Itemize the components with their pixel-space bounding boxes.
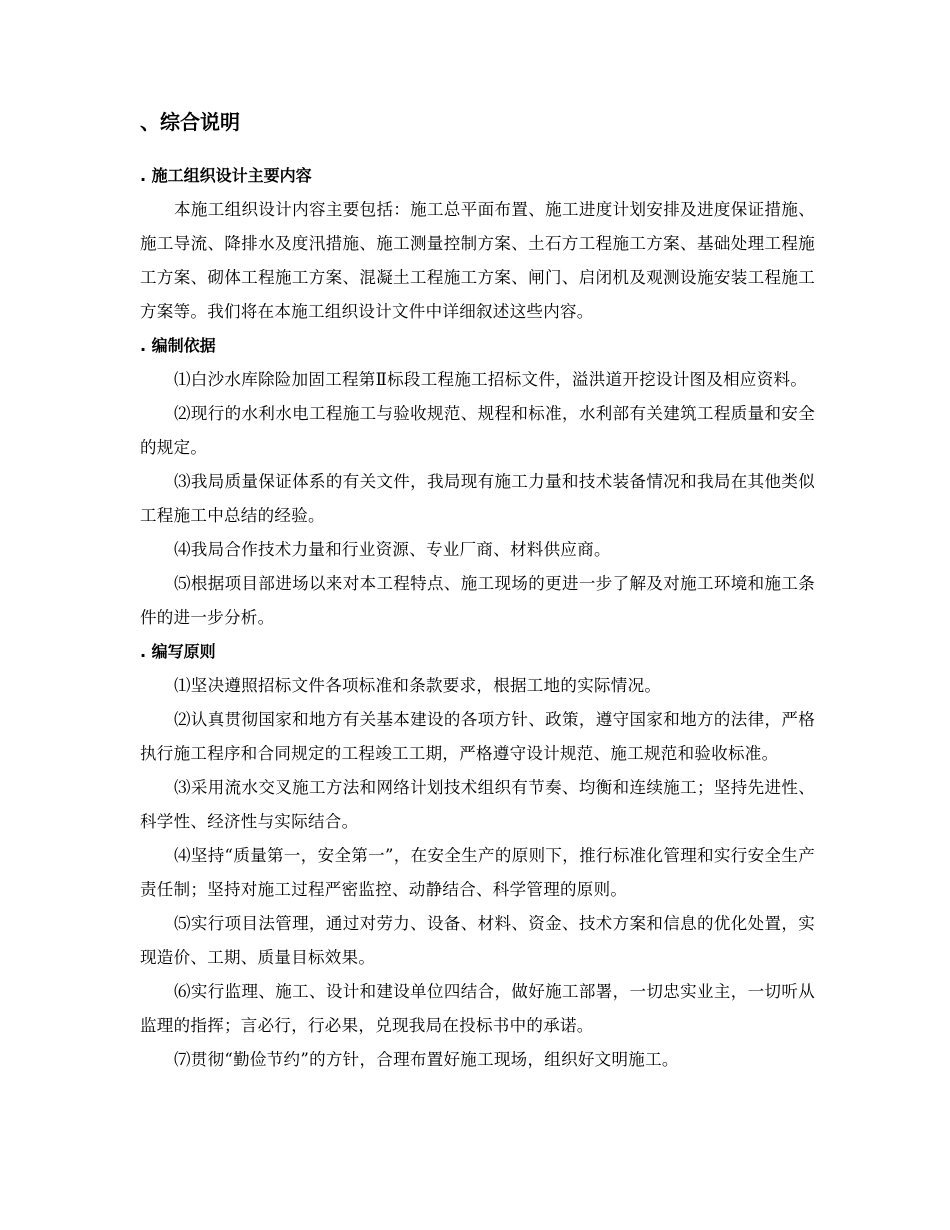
list-item: ⑷坚持“质量第一，安全第一”，在安全生产的原则下，推行标准化管理和实行安全生产责任制；坚持对施工过程严密监控、动静结合、科学管理的原则。	[140, 846, 815, 899]
list-item: ⑸根据项目部进场以来对本工程特点、施工现场的更进一步了解及对施工环境和施工条件的进一步分析。	[140, 574, 815, 627]
list-item: ⑹实行监理、施工、设计和建设单位四结合，做好施工部署，一切忠实业主，一切听从监理的指挥；言必行，行必果，兑现我局在投标书中的承诺。	[140, 982, 815, 1035]
list-item: ⑴坚决遵照招标文件各项标准和条款要求，根据工地的实际情况。	[174, 676, 662, 695]
list-item: ⑵认真贯彻国家和地方有关基本建设的各项方针、政策，遵守国家和地方的法律，严格执行施工程序和合同规定的工程竣工工期，严格遵守设计规范、施工规范和验收标准。	[140, 710, 815, 763]
paragraph: 本施工组织设计内容主要包括：施工总平面布置、施工进度计划安排及进度保证措施、施工导流、降排水及度汛措施、施工测量控制方案、土石方工程施工方案、基础处理工程施工方案、砌体工程施工方案、混凝土工程施工方案、闸门、启闭机及观测设施安装工程施工方案等。我们将在本施工组织设计文件中详细叙述这些内容。	[140, 200, 815, 321]
list-item: ⑶我局质量保证体系的有关文件，我局现有施工力量和技术装备情况和我局在其他类似工程施工中总结的经验。	[140, 472, 815, 525]
list-item: ⑺贯彻“勤俭节约”的方针，合理布置好施工现场，组织好文明施工。	[174, 1050, 679, 1069]
list-item: ⑷我局合作技术力量和行业资源、专业厂商、材料供应商。	[174, 540, 611, 559]
section-heading-principles: . 编写原则	[140, 642, 216, 661]
chapter-title: 、综合说明	[140, 110, 240, 134]
section-heading-main-content: . 施工组织设计主要内容	[140, 166, 312, 185]
document-body	[140, 159, 815, 1077]
list-item: ⑸实行项目法管理，通过对劳力、设备、材料、资金、技术方案和信息的优化处置，实现造价、工期、质量目标效果。	[140, 914, 815, 967]
list-item: ⑴白沙水库除险加固工程第Ⅱ标段工程施工招标文件，溢洪道开挖设计图及相应资料。	[174, 370, 808, 389]
list-item: ⑵现行的水利水电工程施工与验收规范、规程和标准，水利部有关建筑工程质量和安全的规定。	[140, 404, 815, 457]
section-heading-basis: . 编制依据	[140, 336, 216, 355]
list-item: ⑶采用流水交叉施工方法和网络计划技术组织有节奏、均衡和连续施工；坚持先进性、科学性、经济性与实际结合。	[140, 778, 815, 831]
